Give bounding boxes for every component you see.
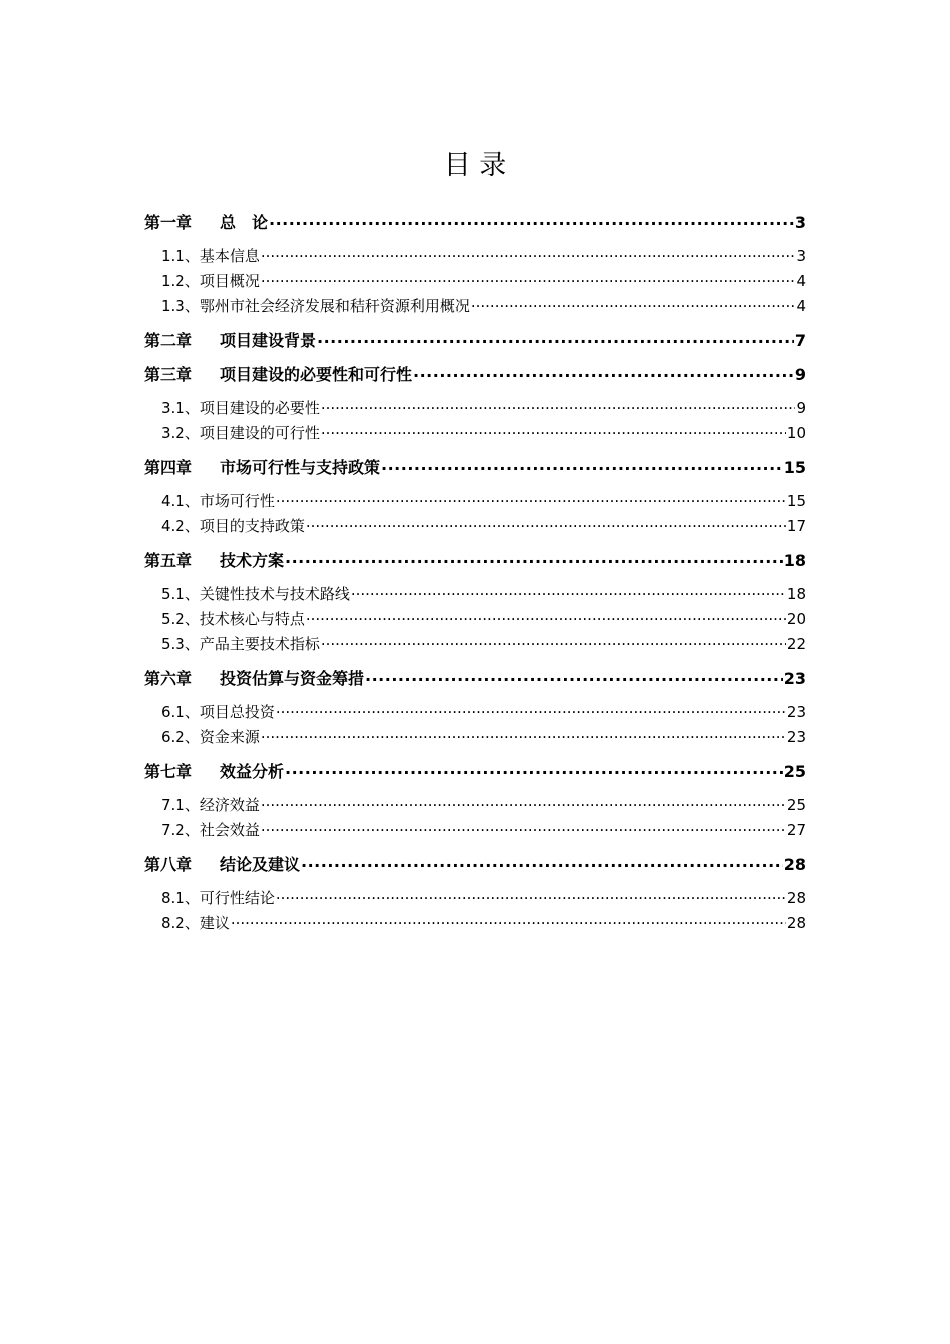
- dot-leader: [381, 457, 783, 473]
- page-number: 9: [794, 365, 806, 384]
- section-label: 4.1、市场可行性: [161, 492, 275, 510]
- page-number: 10: [786, 424, 806, 442]
- dot-leader: [261, 820, 786, 835]
- page-number: 15: [786, 492, 806, 510]
- dot-leader: [365, 668, 783, 684]
- chapter-number: 第二章: [144, 331, 193, 350]
- dot-leader: [269, 212, 794, 228]
- section-label: 1.1、基本信息: [161, 247, 260, 265]
- section-label: 8.2、建议: [161, 914, 230, 932]
- dot-leader: [276, 888, 786, 903]
- toc-section-entry[interactable]: [144, 911, 806, 936]
- page-number: 7: [794, 331, 806, 350]
- chapter-title: 投资估算与资金筹措: [220, 669, 365, 688]
- chapter-title: 市场可行性与支持政策: [220, 458, 381, 477]
- chapter-number: 第四章: [144, 458, 193, 477]
- toc-chapter-entry[interactable]: [144, 328, 806, 353]
- chapter-title: 技术方案: [220, 551, 285, 570]
- dot-leader: [285, 761, 783, 777]
- toc-section-entry[interactable]: [144, 489, 806, 514]
- table-of-contents: [144, 206, 806, 936]
- chapter-title: 项目建设的必要性和可行性: [220, 365, 413, 384]
- page-number: 15: [783, 458, 806, 477]
- section-label: 7.2、社会效益: [161, 821, 260, 839]
- toc-section-entry[interactable]: [144, 632, 806, 657]
- section-label: 8.1、可行性结论: [161, 889, 275, 907]
- dot-leader: [321, 398, 796, 413]
- chapter-label: [144, 328, 316, 353]
- section-label: 5.2、技术核心与特点: [161, 610, 305, 628]
- page-number: 4: [796, 272, 806, 290]
- toc-section-entry[interactable]: [144, 269, 806, 294]
- chapter-number: 第五章: [144, 551, 193, 570]
- dot-leader: [471, 296, 796, 311]
- page-number: 22: [786, 635, 806, 653]
- page-number: 25: [783, 762, 806, 781]
- toc-chapter-entry[interactable]: [144, 455, 806, 480]
- chapter-label: [144, 759, 284, 784]
- section-label: 4.2、项目的支持政策: [161, 517, 305, 535]
- section-label: 5.3、产品主要技术指标: [161, 635, 320, 653]
- page-number: 3: [794, 213, 806, 232]
- dot-leader: [231, 913, 786, 928]
- toc-title: 目 录: [443, 150, 507, 181]
- page-number: 9: [796, 399, 806, 417]
- dot-leader: [321, 634, 786, 649]
- dot-leader: [306, 516, 786, 531]
- toc-section-entry[interactable]: [144, 294, 806, 319]
- chapter-label: [144, 852, 300, 877]
- page-number: 4: [796, 297, 806, 315]
- dot-leader: [413, 364, 794, 380]
- dot-leader: [261, 246, 796, 261]
- page-number: 25: [786, 796, 806, 814]
- section-label: 1.3、鄂州市社会经济发展和秸秆资源利用概况: [161, 297, 470, 315]
- toc-chapter-entry[interactable]: [144, 666, 806, 691]
- page-number: 3: [796, 247, 806, 265]
- page-number: 18: [786, 585, 806, 603]
- chapter-label: [144, 548, 284, 573]
- chapter-number: 第七章: [144, 762, 193, 781]
- chapter-number: 第三章: [144, 365, 193, 384]
- page-number: 18: [783, 551, 806, 570]
- toc-section-entry[interactable]: [144, 582, 806, 607]
- toc-section-entry[interactable]: [144, 514, 806, 539]
- dot-leader: [261, 271, 796, 286]
- chapter-label: [144, 210, 268, 235]
- toc-section-entry[interactable]: [144, 607, 806, 632]
- page-number: 23: [783, 669, 806, 688]
- chapter-number: 第六章: [144, 669, 193, 688]
- dot-leader: [261, 727, 786, 742]
- dot-leader: [317, 330, 794, 346]
- page-number: 23: [786, 703, 806, 721]
- chapter-title: 效益分析: [220, 762, 285, 781]
- dot-leader: [351, 584, 786, 599]
- chapter-label: [144, 362, 412, 387]
- toc-section-entry[interactable]: [144, 886, 806, 911]
- chapter-title: 结论及建议: [220, 855, 301, 874]
- toc-section-entry[interactable]: [144, 421, 806, 446]
- toc-chapter-entry[interactable]: [144, 362, 806, 387]
- page-number: 27: [786, 821, 806, 839]
- toc-section-entry[interactable]: [144, 396, 806, 421]
- dot-leader: [261, 795, 786, 810]
- page-number: 23: [786, 728, 806, 746]
- dot-leader: [276, 702, 786, 717]
- toc-chapter-entry[interactable]: [144, 548, 806, 573]
- section-label: 3.1、项目建设的必要性: [161, 399, 320, 417]
- toc-chapter-entry[interactable]: [144, 852, 806, 877]
- section-label: 3.2、项目建设的可行性: [161, 424, 320, 442]
- page-number: 20: [786, 610, 806, 628]
- chapter-number: 第八章: [144, 855, 193, 874]
- toc-section-entry[interactable]: [144, 725, 806, 750]
- page-number: 28: [783, 855, 806, 874]
- page-number: 17: [786, 517, 806, 535]
- dot-leader: [301, 854, 783, 870]
- toc-section-entry[interactable]: [144, 700, 806, 725]
- section-label: 6.1、项目总投资: [161, 703, 275, 721]
- section-label: 6.2、资金来源: [161, 728, 260, 746]
- dot-leader: [321, 423, 786, 438]
- toc-section-entry[interactable]: [144, 818, 806, 843]
- toc-chapter-entry[interactable]: [144, 759, 806, 784]
- chapter-label: [144, 455, 380, 480]
- toc-chapter-entry[interactable]: [144, 210, 806, 235]
- dot-leader: [285, 550, 783, 566]
- page-number: 28: [786, 914, 806, 932]
- dot-leader: [276, 491, 786, 506]
- chapter-label: [144, 666, 364, 691]
- chapter-title: 项目建设背景: [220, 331, 317, 350]
- section-label: 7.1、经济效益: [161, 796, 260, 814]
- page-number: 28: [786, 889, 806, 907]
- dot-leader: [306, 609, 786, 624]
- chapter-number: 第一章: [144, 213, 193, 232]
- toc-section-entry[interactable]: [144, 793, 806, 818]
- section-label: 5.1、关键性技术与技术路线: [161, 585, 350, 603]
- chapter-title: 总 论: [220, 213, 269, 232]
- section-label: 1.2、项目概况: [161, 272, 260, 290]
- toc-section-entry[interactable]: [144, 244, 806, 269]
